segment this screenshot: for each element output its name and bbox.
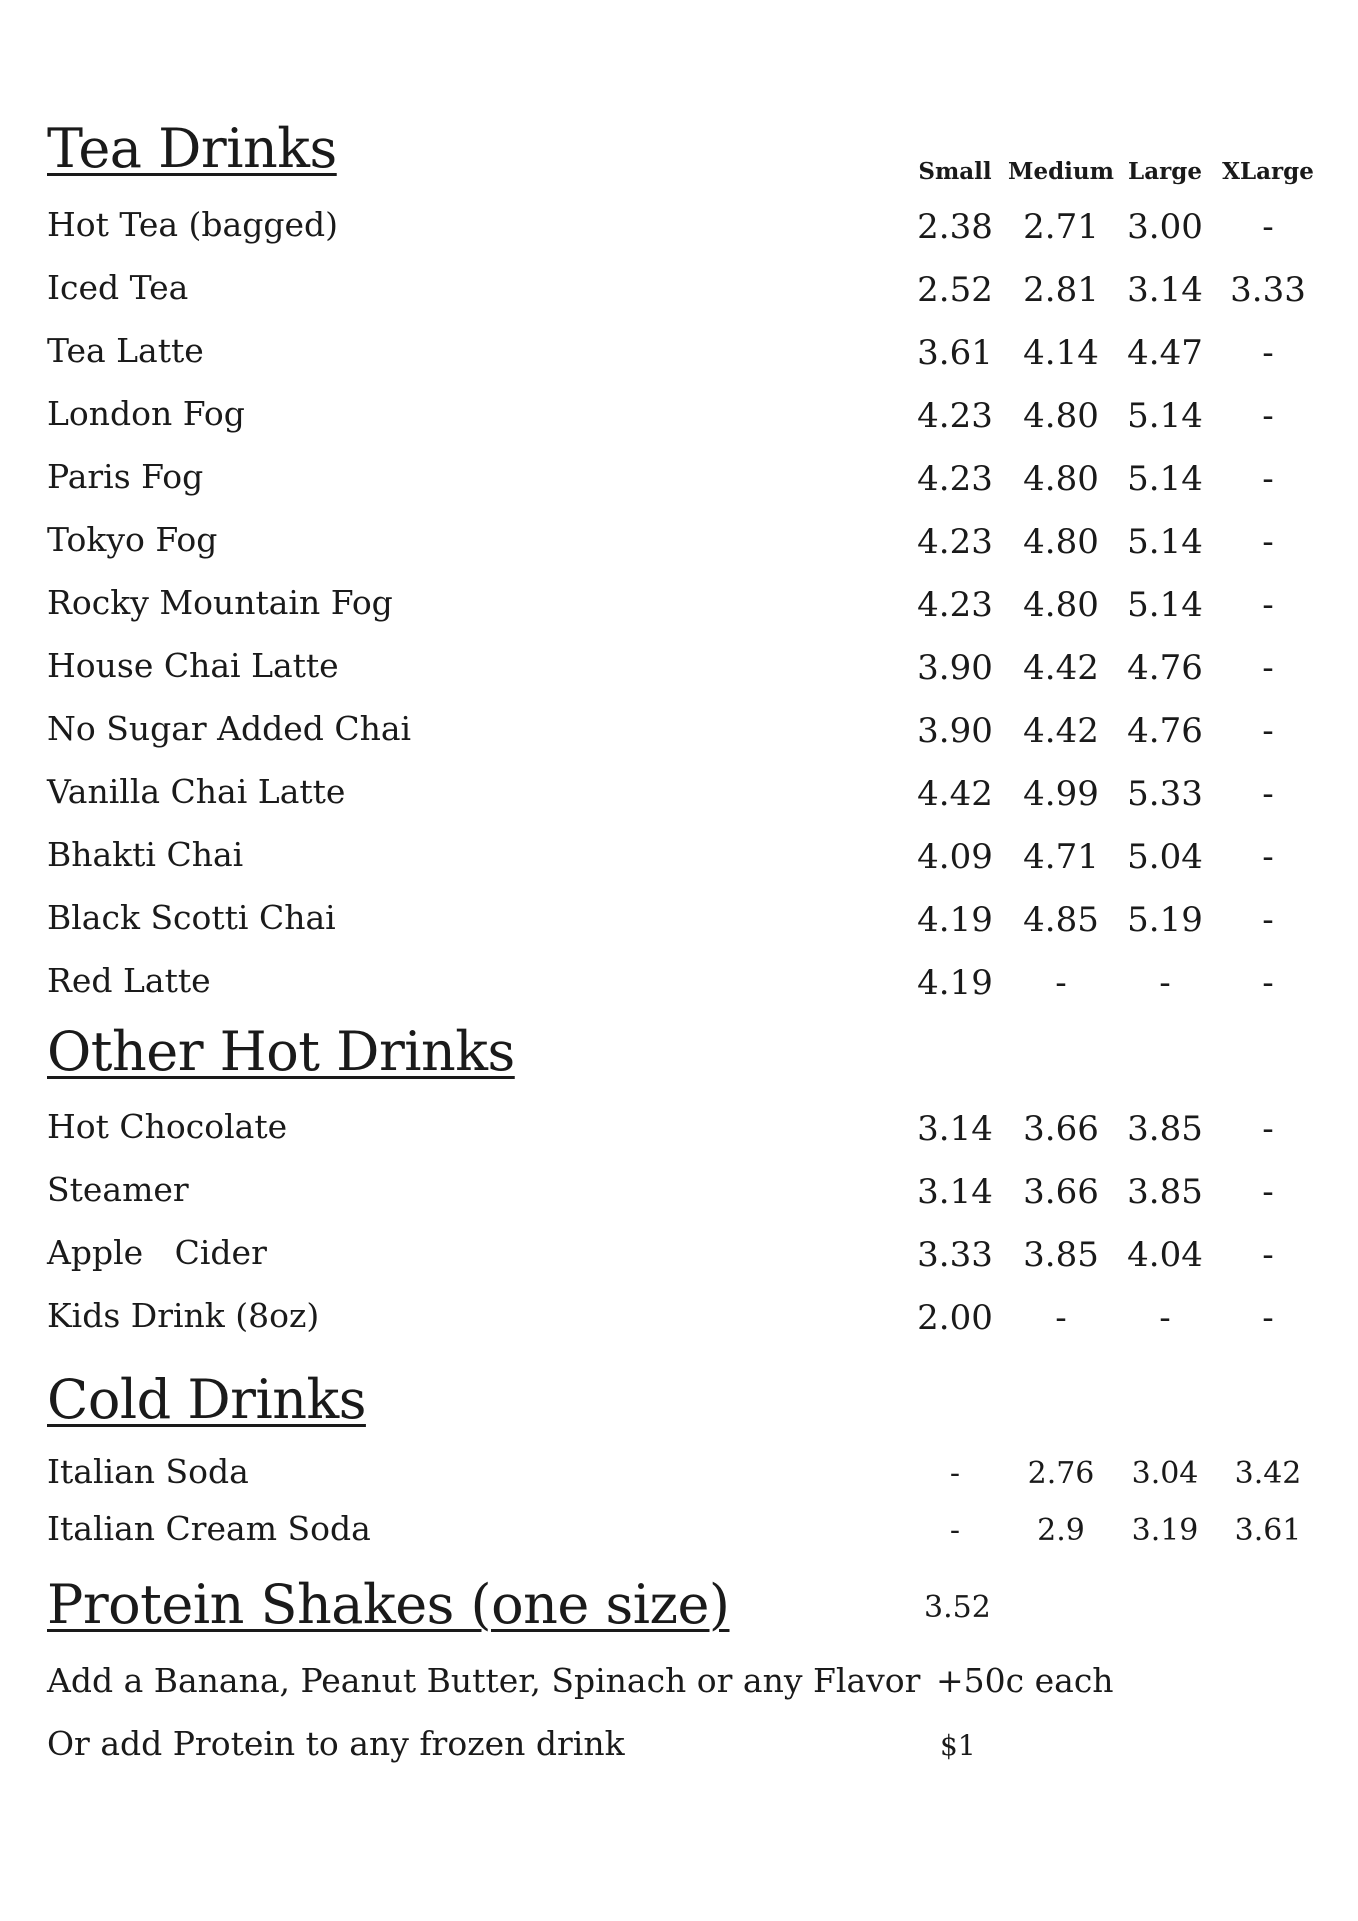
item-name: Italian Cream Soda — [47, 1509, 371, 1548]
price-xlarge: - — [1262, 459, 1274, 499]
menu-row — [0, 898, 1358, 948]
price-small: 4.09 — [917, 837, 993, 877]
price-small: 3.14 — [917, 1172, 993, 1212]
price-medium: - — [1055, 963, 1067, 1003]
price-small: 4.23 — [917, 522, 993, 562]
addon-price: +50c each — [936, 1661, 1114, 1700]
item-name: Italian Soda — [47, 1452, 249, 1491]
item-name: Iced Tea — [47, 268, 189, 307]
menu-row — [0, 520, 1358, 570]
price-large: - — [1159, 963, 1171, 1003]
price-medium: 3.66 — [1023, 1109, 1099, 1149]
menu-row — [0, 709, 1358, 759]
item-name: Vanilla Chai Latte — [47, 772, 346, 811]
menu-row — [0, 1170, 1358, 1220]
price-medium: 4.14 — [1023, 333, 1099, 373]
list-item — [0, 1724, 1358, 1774]
price-large: 3.85 — [1127, 1172, 1203, 1212]
price-xlarge: 3.42 — [1234, 1456, 1302, 1491]
item-name: Hot Chocolate — [47, 1107, 288, 1146]
item-name: Hot Tea (bagged) — [47, 205, 338, 244]
price-small: 3.90 — [917, 711, 993, 751]
item-name: Apple Cider — [47, 1233, 267, 1272]
item-name: Tea Latte — [47, 331, 204, 370]
tea-drinks-heading: Tea Drinks — [47, 117, 337, 180]
price-small: 4.23 — [917, 585, 993, 625]
price-small: 3.90 — [917, 648, 993, 688]
price-small: 4.42 — [917, 774, 993, 814]
price-small: 2.38 — [917, 207, 993, 247]
menu-row — [0, 457, 1358, 507]
price-xlarge: - — [1262, 522, 1274, 562]
protein-shakes-heading: Protein Shakes (one size) — [47, 1573, 730, 1636]
col-header-small: Small — [918, 158, 992, 185]
menu-row — [0, 268, 1358, 318]
price-xlarge: - — [1262, 396, 1274, 436]
price-large: 5.14 — [1127, 585, 1203, 625]
price-large: 5.04 — [1127, 837, 1203, 877]
price-small: 2.00 — [917, 1298, 993, 1338]
menu-row — [0, 1509, 1358, 1559]
price-small: 3.61 — [917, 333, 993, 373]
price-xlarge: - — [1262, 963, 1274, 1003]
item-name: Black Scotti Chai — [47, 898, 336, 937]
price-large: 5.14 — [1127, 522, 1203, 562]
item-name: Rocky Mountain Fog — [47, 583, 393, 622]
cold-drinks-heading: Cold Drinks — [47, 1368, 366, 1431]
price-small: - — [949, 1456, 961, 1491]
item-name: Kids Drink (8oz) — [47, 1296, 320, 1335]
price-xlarge: 3.33 — [1230, 270, 1306, 310]
menu-row — [0, 1233, 1358, 1283]
item-name: Red Latte — [47, 961, 211, 1000]
price-medium: 4.80 — [1023, 396, 1099, 436]
price-small: 4.23 — [917, 396, 993, 436]
price-medium: 3.66 — [1023, 1172, 1099, 1212]
price-small: 4.19 — [917, 900, 993, 940]
price-large: 5.19 — [1127, 900, 1203, 940]
price-medium: 4.85 — [1023, 900, 1099, 940]
other-hot-drinks-heading: Other Hot Drinks — [47, 1020, 515, 1083]
list-item — [0, 1661, 1358, 1711]
price-medium: 4.80 — [1023, 585, 1099, 625]
price-xlarge: - — [1262, 711, 1274, 751]
price-small: - — [949, 1513, 961, 1548]
price-xlarge: - — [1262, 837, 1274, 877]
item-name: Bhakti Chai — [47, 835, 244, 874]
addon-name: Or add Protein to any frozen drink — [47, 1724, 625, 1763]
price-large: 5.14 — [1127, 459, 1203, 499]
item-name: Tokyo Fog — [47, 520, 218, 559]
price-large: 4.76 — [1127, 711, 1203, 751]
price-small: 2.52 — [917, 270, 993, 310]
col-header-large: Large — [1128, 158, 1202, 185]
price-large: 3.00 — [1127, 207, 1203, 247]
price-xlarge: - — [1262, 207, 1274, 247]
price-medium: 2.81 — [1023, 270, 1099, 310]
price-xlarge: 3.61 — [1234, 1513, 1302, 1548]
price-large: 3.04 — [1131, 1456, 1199, 1491]
price-xlarge: - — [1262, 774, 1274, 814]
price-xlarge: - — [1262, 1109, 1274, 1149]
menu-row — [0, 1107, 1358, 1157]
price-medium: 4.71 — [1023, 837, 1099, 877]
price-small: 3.14 — [917, 1109, 993, 1149]
price-xlarge: - — [1262, 585, 1274, 625]
price-small: 3.33 — [917, 1235, 993, 1275]
price-medium: 4.99 — [1023, 774, 1099, 814]
price-medium: 4.80 — [1023, 522, 1099, 562]
price-xlarge: - — [1262, 1235, 1274, 1275]
addon-price: $1 — [940, 1729, 976, 1762]
col-header-medium: Medium — [1008, 158, 1114, 185]
item-name: London Fog — [47, 394, 245, 433]
price-large: 4.47 — [1127, 333, 1203, 373]
addon-name: Add a Banana, Peanut Butter, Spinach or any Flavor — [47, 1661, 921, 1700]
menu-row — [0, 331, 1358, 381]
price-large: - — [1159, 1298, 1171, 1338]
menu-row — [0, 1452, 1358, 1502]
item-name: Steamer — [47, 1170, 189, 1209]
price-large: 3.14 — [1127, 270, 1203, 310]
menu-row — [0, 772, 1358, 822]
price-small: 4.19 — [917, 963, 993, 1003]
price-medium: - — [1055, 1298, 1067, 1338]
item-name: House Chai Latte — [47, 646, 339, 685]
protein-shake-price: 3.52 — [924, 1590, 991, 1625]
menu-row — [0, 646, 1358, 696]
menu-row — [0, 961, 1358, 1011]
price-small: 4.23 — [917, 459, 993, 499]
menu-row — [0, 583, 1358, 633]
item-name: Paris Fog — [47, 457, 204, 496]
price-medium: 4.42 — [1023, 711, 1099, 751]
price-medium: 4.42 — [1023, 648, 1099, 688]
price-medium: 2.76 — [1027, 1456, 1095, 1491]
price-medium: 2.9 — [1037, 1513, 1085, 1548]
menu-row — [0, 205, 1358, 255]
menu-row — [0, 1296, 1358, 1346]
price-medium: 4.80 — [1023, 459, 1099, 499]
price-medium: 2.71 — [1023, 207, 1099, 247]
price-large: 4.76 — [1127, 648, 1203, 688]
price-xlarge: - — [1262, 1298, 1274, 1338]
col-header-xlarge: XLarge — [1222, 158, 1314, 185]
price-large: 5.14 — [1127, 396, 1203, 436]
menu-row — [0, 394, 1358, 444]
menu-row — [0, 835, 1358, 885]
price-large: 3.85 — [1127, 1109, 1203, 1149]
price-xlarge: - — [1262, 1172, 1274, 1212]
price-large: 3.19 — [1131, 1513, 1199, 1548]
price-large: 4.04 — [1127, 1235, 1203, 1275]
item-name: No Sugar Added Chai — [47, 709, 412, 748]
price-xlarge: - — [1262, 648, 1274, 688]
price-medium: 3.85 — [1023, 1235, 1099, 1275]
price-xlarge: - — [1262, 333, 1274, 373]
price-xlarge: - — [1262, 900, 1274, 940]
price-large: 5.33 — [1127, 774, 1203, 814]
